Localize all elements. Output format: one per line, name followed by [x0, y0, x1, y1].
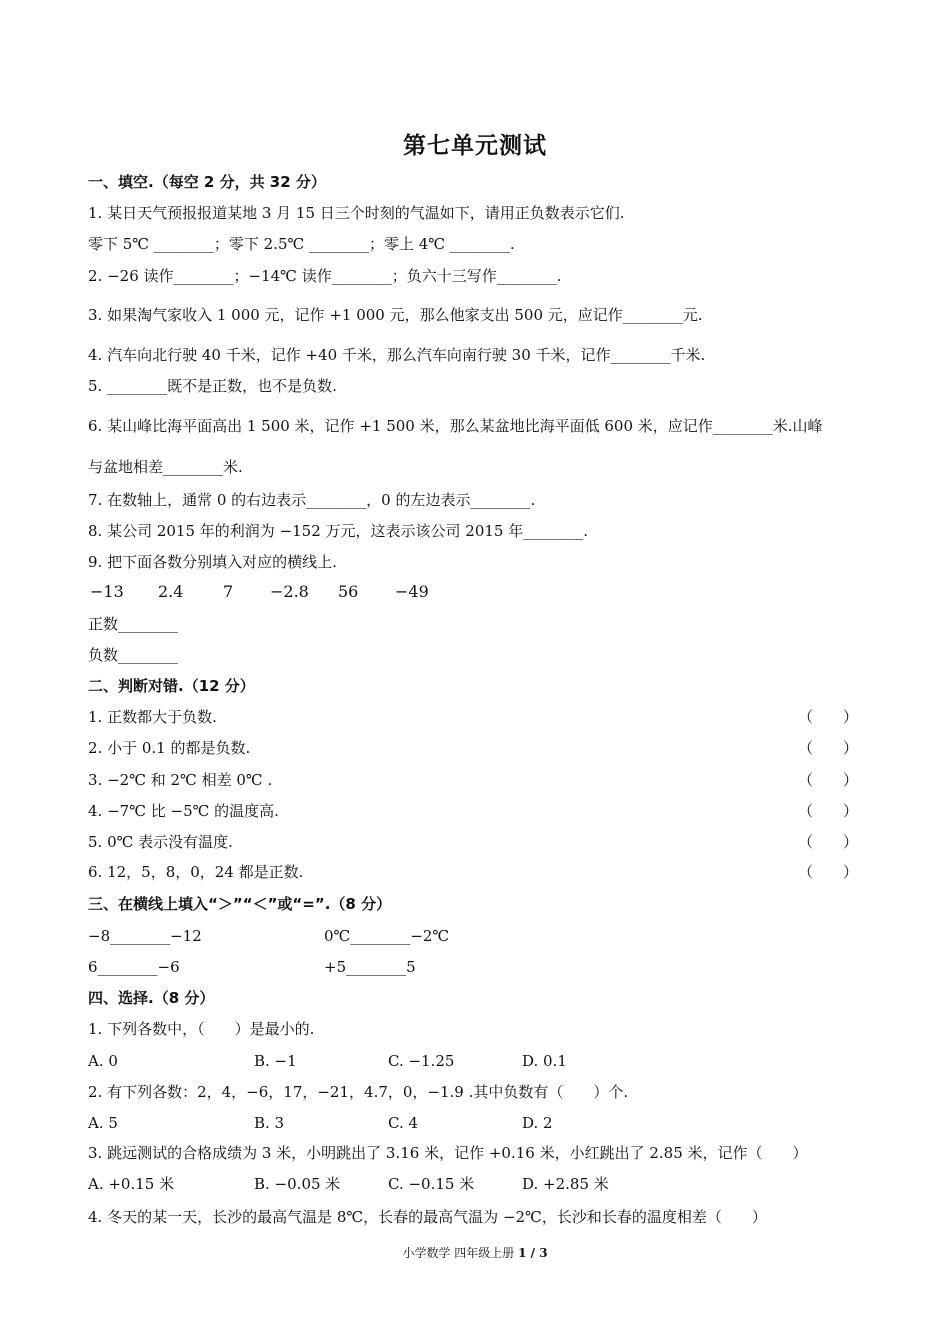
answer-paren: （ ）	[798, 708, 859, 726]
judge-item: 1. 正数都大于负数.	[88, 708, 217, 726]
compare-item: 6________−6	[88, 958, 180, 976]
judge-item: 2. 小于 0.1 的都是负数.	[88, 739, 251, 757]
question-1-8: 8. 某公司 2015 年的利润为 −152 万元，这表示该公司 2015 年________.	[88, 522, 589, 540]
section-2-heading: 二、判断对错.（12 分）	[88, 677, 255, 695]
section-3-heading: 三、在横线上填入“＞”“＜”或“=”.（8 分）	[88, 895, 392, 913]
choice-option: C. −0.15 米	[388, 1175, 475, 1193]
choice-option: A. 0	[88, 1052, 118, 1070]
section-1-heading: 一、填空.（每空 2 分，共 32 分）	[88, 173, 326, 191]
choice-question-3: 3. 跳远测试的合格成绩为 3 米，小明跳出了 3.16 米，记作 +0.16 米，小红跳出了 2.85 米，记作（ ）	[88, 1144, 808, 1162]
choice-option: D. 2	[522, 1114, 553, 1132]
question-1-3: 3. 如果淘气家收入 1 000 元，记作 +1 000 元，那么他家支出 500 元，应记作________元.	[88, 306, 703, 324]
judge-item: 6. 12，5，8，0，24 都是正数.	[88, 863, 304, 881]
answer-paren: （ ）	[798, 802, 859, 820]
answer-paren: （ ）	[798, 771, 859, 789]
compare-item: −8________−12	[88, 927, 202, 945]
section-4-heading: 四、选择.（8 分）	[88, 989, 215, 1007]
negative-blank: 负数________	[88, 646, 179, 664]
question-1-1: 1. 某日天气预报报道某地 3 月 15 日三个时刻的气温如下，请用正负数表示它们.	[88, 204, 625, 222]
answer-paren: （ ）	[798, 863, 859, 881]
choice-option: B. −0.05 米	[254, 1175, 341, 1193]
page-title: 第七单元测试	[403, 133, 547, 159]
footer-text: 小学数学 四年级上册	[402, 1246, 515, 1260]
answer-paren: （ ）	[798, 833, 859, 851]
question-1-9: 9. 把下面各数分别填入对应的横线上.	[88, 553, 337, 571]
page-footer	[0, 1244, 950, 1261]
question-1-6: 6. 某山峰比海平面高出 1 500 米，记作 +1 500 米，那么某盆地比海平面低 600 米，应记作________米.山峰	[88, 417, 823, 435]
compare-item: 0℃________−2℃	[324, 927, 450, 945]
judge-item: 3. −2℃ 和 2℃ 相差 0℃ .	[88, 771, 273, 789]
choice-question-4: 4. 冬天的某一天，长沙的最高气温是 8℃，长春的最高气温为 −2℃，长沙和长春的温度相差（ ）	[88, 1208, 767, 1226]
positive-blank: 正数________	[88, 615, 179, 633]
choice-option: C. −1.25	[388, 1052, 455, 1070]
number-item: −2.8	[270, 582, 309, 601]
judge-item: 4. −7℃ 比 −5℃ 的温度高.	[88, 802, 279, 820]
choice-option: C. 4	[388, 1114, 419, 1132]
question-1-6-cont: 与盆地相差________米.	[88, 458, 243, 476]
answer-paren: （ ）	[798, 739, 859, 757]
choice-question-2: 2. 有下列各数：2，4，−6，17，−21，4.7，0，−1.9 .其中负数有（ ）个.	[88, 1083, 629, 1101]
page-number: 1 / 3	[518, 1246, 548, 1260]
compare-item: +5________5	[324, 958, 416, 976]
choice-option: B. −1	[254, 1052, 297, 1070]
choice-option: A. +0.15 米	[88, 1175, 175, 1193]
number-item: 56	[338, 582, 359, 601]
number-item: 7	[223, 582, 234, 601]
question-1-4: 4. 汽车向北行驶 40 千米，记作 +40 千米，那么汽车向南行驶 30 千米，记作________千米.	[88, 346, 706, 364]
choice-question-1: 1. 下列各数中，（ ）是最小的.	[88, 1020, 315, 1038]
choice-option: B. 3	[254, 1114, 285, 1132]
choice-option: D. 0.1	[522, 1052, 567, 1070]
question-1-7: 7. 在数轴上，通常 0 的右边表示________，0 的左边表示________.	[88, 491, 536, 509]
number-item: −13	[90, 582, 124, 601]
number-item: −49	[395, 582, 429, 601]
question-1-5: 5. ________既不是正数，也不是负数.	[88, 377, 337, 395]
question-1-1-blanks: 零下 5℃ ________；零下 2.5℃ ________；零上 4℃ ________.	[88, 235, 515, 253]
question-1-2: 2. −26 读作________；−14℃ 读作________；负六十三写作________.	[88, 267, 562, 285]
choice-option: A. 5	[88, 1114, 118, 1132]
number-item: 2.4	[158, 582, 184, 601]
judge-item: 5. 0℃ 表示没有温度.	[88, 833, 233, 851]
choice-option: D. +2.85 米	[522, 1175, 609, 1193]
